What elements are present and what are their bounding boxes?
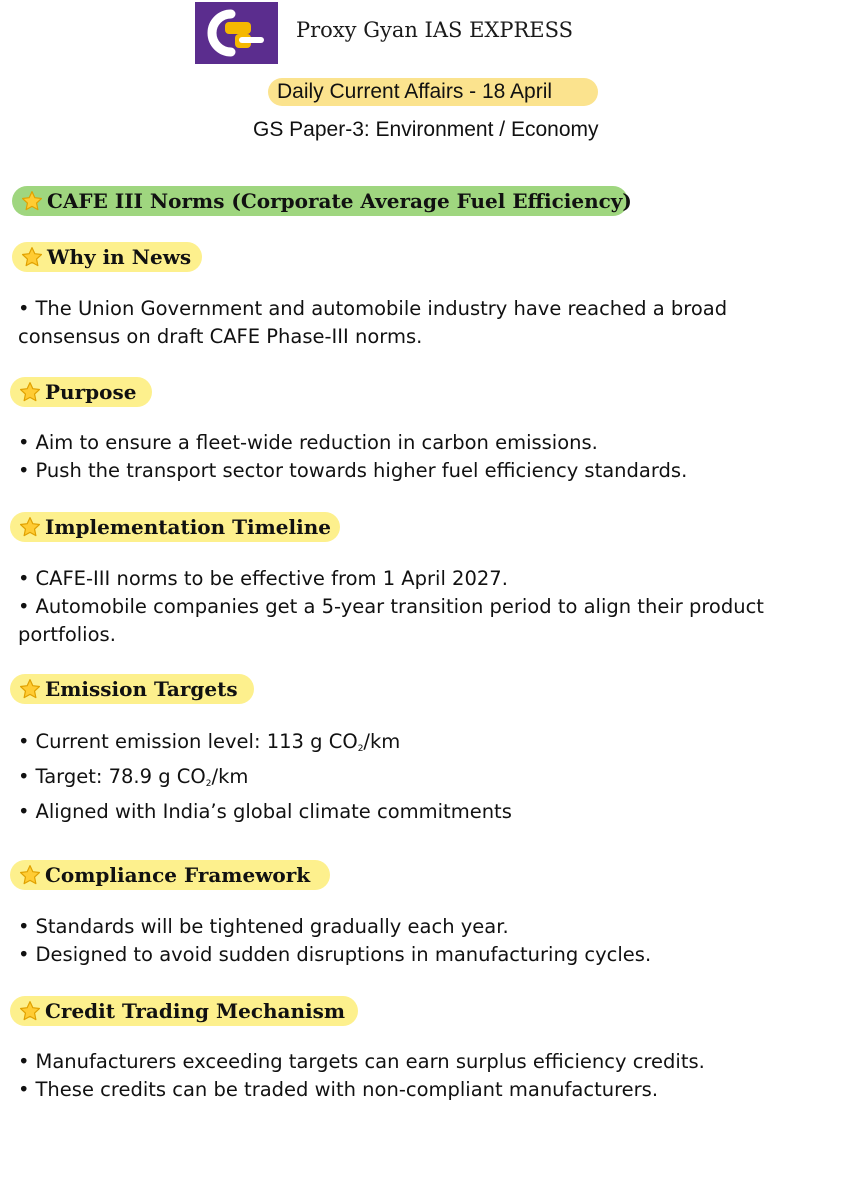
- proxy-gyan-logo-icon: [195, 2, 278, 64]
- list-item: portfolios.: [18, 623, 116, 646]
- list-item: • Standards will be tightened gradually each year.: [18, 915, 509, 938]
- paper-label: GS Paper-3: Environment / Economy: [253, 118, 599, 141]
- star-icon: [19, 864, 41, 886]
- bullet-list-purpose: [18, 429, 818, 485]
- section-heading-purpose: [10, 377, 152, 407]
- section-heading-timeline: [10, 512, 340, 542]
- section-heading-emission: [10, 674, 254, 704]
- topic-title-text: CAFE III Norms (Corporate Average Fuel Efficiency): [47, 189, 632, 213]
- section-heading-credit: [10, 996, 358, 1026]
- list-item: • Designed to avoid sudden disruptions in manufacturing cycles.: [18, 943, 652, 966]
- section-heading-text: Compliance Framework: [45, 863, 311, 887]
- star-icon: [19, 516, 41, 538]
- list-item: • Aim to ensure a fleet-wide reduction in carbon emissions.: [18, 431, 598, 454]
- section-heading-text: Credit Trading Mechanism: [45, 999, 346, 1023]
- list-item: • Automobile companies get a 5-year transition period to align their product: [18, 595, 764, 618]
- list-item: • Push the transport sector towards higher fuel efficiency standards.: [18, 459, 688, 482]
- list-item: • These credits can be traded with non-compliant manufacturers.: [18, 1078, 659, 1101]
- star-icon: [19, 1000, 41, 1022]
- list-item: consensus on draft CAFE Phase-III norms.: [18, 325, 423, 348]
- star-icon: [19, 381, 41, 403]
- list-item: • CAFE-III norms to be effective from 1 April 2027.: [18, 567, 508, 590]
- bullet-list-timeline: [18, 565, 818, 649]
- section-heading-text: Implementation Timeline: [45, 515, 331, 539]
- star-icon: [21, 246, 43, 268]
- list-item: • Aligned with India’s global climate commitments: [18, 800, 512, 823]
- bullet-list-why-in-news: [18, 295, 818, 351]
- bullet-list-emission: [18, 728, 818, 826]
- date-label: Daily Current Affairs - 18 April: [277, 80, 553, 103]
- list-item: • Current emission level: 113 g $CO_2/km$: [18, 730, 401, 754]
- section-heading-text: Purpose: [45, 380, 137, 404]
- list-item: • Target: 78.9 g $CO_2/km$: [18, 765, 249, 789]
- star-icon: [19, 678, 41, 700]
- section-heading-why-in-news: [12, 242, 202, 272]
- section-heading-text: Why in News: [47, 245, 192, 269]
- star-icon: [21, 190, 43, 212]
- brand-title: Proxy Gyan IAS EXPRESS: [296, 18, 574, 42]
- section-heading-text: Emission Targets: [45, 677, 238, 701]
- list-item: • Manufacturers exceeding targets can earn surplus efficiency credits.: [18, 1050, 705, 1073]
- topic-title: [12, 186, 632, 216]
- list-item: • The Union Government and automobile industry have reached a broad: [18, 297, 728, 320]
- section-heading-compliance: [10, 860, 330, 890]
- bullet-list-credit: [18, 1048, 818, 1104]
- bullet-list-compliance: [18, 913, 818, 969]
